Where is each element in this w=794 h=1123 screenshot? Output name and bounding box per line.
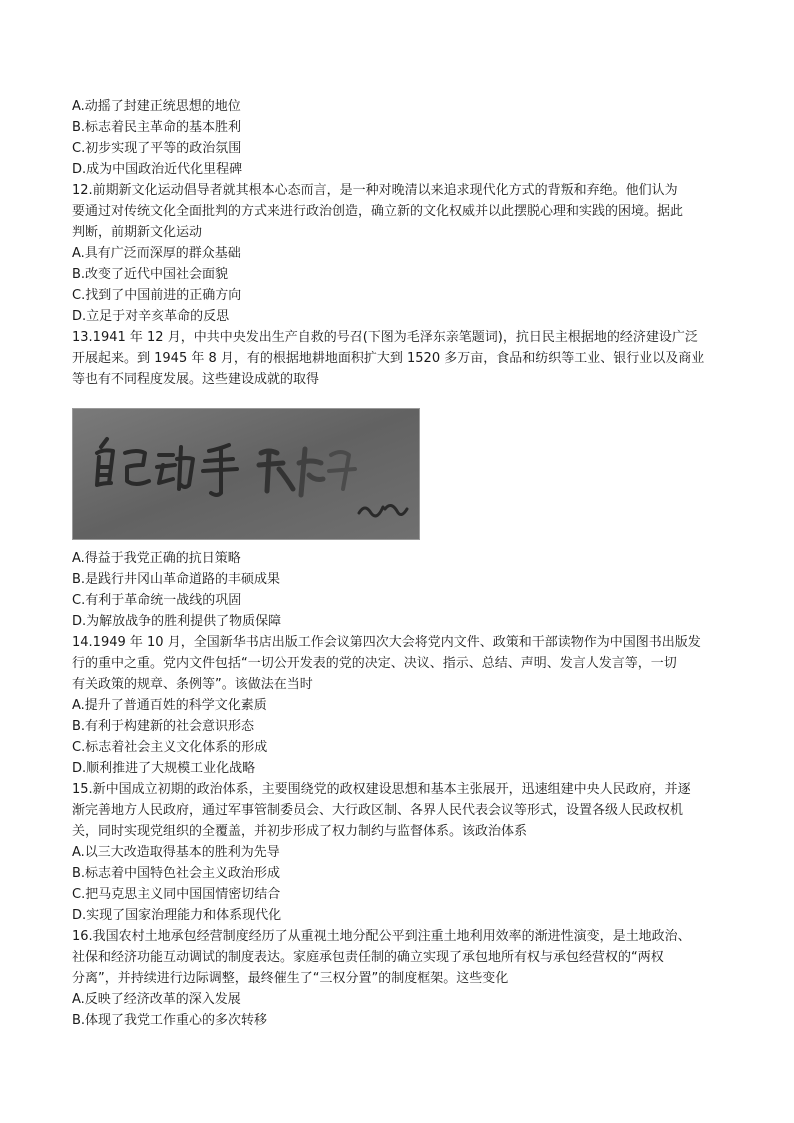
q13-option-d: D.为解放战争的胜利提供了物质保障 xyxy=(72,614,282,629)
q13-stem-line-1: 13.1941 年 12 月，中共中央发出生产自救的号召(下图为毛泽东亲笔题词)，抗日民主根据地的经济建设广泛 xyxy=(72,330,698,345)
q13-stem-line-3: 等也有不同程度发展。这些建设成就的取得 xyxy=(72,372,320,387)
q11-option-b: B.标志着民主革命的基本胜利 xyxy=(72,120,242,135)
q13-option-b: B.是践行井冈山革命道路的丰硕成果 xyxy=(72,572,281,587)
q16-stem-line-2: 社保和经济功能互动调试的制度表达。家庭承包责任制的确立实现了承包地所有权与承包经营权的“两权 xyxy=(72,950,664,965)
q12-option-d: D.立足于对辛亥革命的反思 xyxy=(72,309,230,324)
q14-option-d: D.顺利推进了大规模工业化战略 xyxy=(72,761,256,776)
q14-option-a: A.提升了普通百姓的科学文化素质 xyxy=(72,698,267,713)
q12-stem-line-2: 要通过对传统文化全面批判的方式来进行政治创造，确立新的文化权威并以此摆脱心理和实践的困境。据此 xyxy=(72,204,684,219)
q15-stem-line-2: 渐完善地方人民政府，通过军事管制委员会、大行政区制、各界人民代表会议等形式，设置各级人民政权机 xyxy=(72,803,684,818)
q13-option-a: A.得益于我党正确的抗日策略 xyxy=(72,551,241,566)
q13-stem-line-2: 开展起来。到 1945 年 8 月，有的根据地耕地面积扩大到 1520 多万亩，食品和纺织等工业、银行业以及商业 xyxy=(72,351,705,366)
question-15 xyxy=(72,779,722,926)
q12-option-a: A.具有广泛而深厚的群众基础 xyxy=(72,246,241,261)
q12-stem-line-1: 12.前期新文化运动倡导者就其根本心态而言，是一种对晚清以来追求现代化方式的背叛和弃绝。他们认为 xyxy=(72,183,678,198)
question-11 xyxy=(72,96,722,180)
q15-option-d: D.实现了国家治理能力和体系现代化 xyxy=(72,908,282,923)
q11-option-d: D.成为中国政治近代化里程碑 xyxy=(72,162,243,177)
exam-page xyxy=(72,96,722,1031)
q14-stem-line-1: 14.1949 年 10 月，全国新华书店出版工作会议第四次大会将党内文件、政策和干部读物作为中国图书出版发 xyxy=(72,635,701,650)
q11-option-a: A.动摇了封建正统思想的地位 xyxy=(72,99,241,114)
q11-option-c: C.初步实现了平等的政治氛围 xyxy=(72,141,242,156)
q14-option-c: C.标志着社会主义文化体系的形成 xyxy=(72,740,268,755)
q15-option-a: A.以三大改造取得基本的胜利为先导 xyxy=(72,845,280,860)
q15-stem-line-1: 15.新中国成立初期的政治体系，主要围绕党的政权建设思想和基本主张展开，迅速组建中央人民政府，并逐 xyxy=(72,782,691,797)
calligraphy-image xyxy=(73,409,419,539)
q12-stem-line-3: 判断，前期新文化运动 xyxy=(72,225,203,240)
q14-option-b: B.有利于构建新的社会意识形态 xyxy=(72,719,255,734)
calligraphy-photo xyxy=(72,408,420,540)
q16-stem-line-1: 16.我国农村土地承包经营制度经历了从重视土地分配公平到注重土地利用效率的渐进性演变，是土地政治、 xyxy=(72,929,691,944)
q12-option-c: C.找到了中国前进的正确方向 xyxy=(72,288,242,303)
q15-option-b: B.标志着中国特色社会主义政治形成 xyxy=(72,866,281,881)
q16-stem-line-3: 分离”，并持续进行边际调整，最终催生了“三权分置”的制度框架。这些变化 xyxy=(72,971,509,986)
q12-option-b: B.改变了近代中国社会面貌 xyxy=(72,267,229,282)
q15-stem-line-3: 关，同时实现党组织的全覆盖，并初步形成了权力制约与监督体系。该政治体系 xyxy=(72,824,528,839)
q15-option-c: C.把马克思主义同中国国情密切结合 xyxy=(72,887,281,902)
q13-option-c: C.有利于革命统一战线的巩固 xyxy=(72,593,242,608)
question-16 xyxy=(72,926,722,1031)
question-12 xyxy=(72,180,722,327)
q14-stem-line-2: 行的重中之重。党内文件包括“一切公开发表的党的决定、决议、指示、总结、声明、发言人发言等，一切 xyxy=(72,656,677,671)
question-13 xyxy=(72,327,722,632)
q14-stem-line-3: 有关政策的规章、条例等”。该做法在当时 xyxy=(72,677,313,692)
q16-option-a: A.反映了经济改革的深入发展 xyxy=(72,992,241,1007)
question-14 xyxy=(72,632,722,779)
q16-option-b: B.体现了我党工作重心的多次转移 xyxy=(72,1013,268,1028)
